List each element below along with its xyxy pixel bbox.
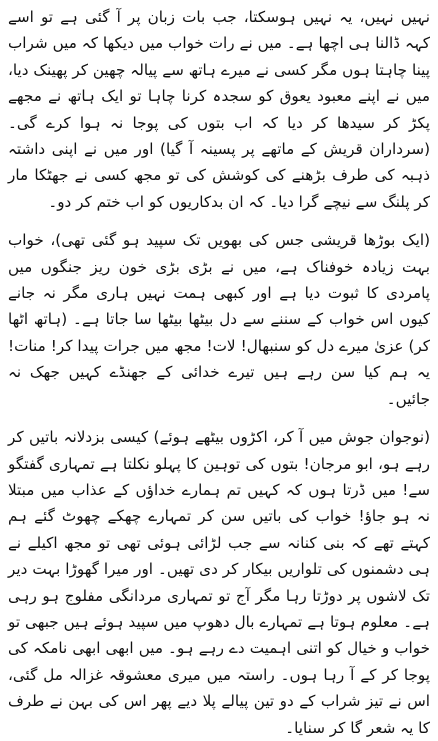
paragraph-dream-narration: نہیں نہیں، یہ نہیں ہوسکتا، جب بات زبان پر آ گئی ہے تو اسے کہہ ڈالنا ہی اچھا ہے۔ میں نے رات خواب میں دیکھا کہ میں شراب پینا چاہتا ہوں مگر کسی نے میرے ہاتھ سے پیالہ چھین کر پھینک دیا، میں نے اپنے معبود یعوق کو سجدہ کرنا چاہا تو ایک ہاتھ نے مجھے پکڑ کر سیدھا کر دیا کہ اب بتوں کی پوجا نہ ہوا کرے گی۔ (سرداران قریش کے ماتھے پر پسینہ آ گیا) اور میں نے اپنی داشتہ ذہبہ کی طرف بڑھنے کی کوشش کی تو مجھ کسی نے جھٹکا مار کر پلنگ سے نیچے گرا دیا۔ کہ ان بدکاریوں کو اب ختم کر دو۔ bbox=[8, 8, 430, 211]
paragraph-old-quraishi-speech: (ایک بوڑھا قریشی جس کی بھویں تک سپید ہو گئی تھی)، خواب بہت زیادہ خوفناک ہے، میں نے بڑی بڑی خون ریز جنگوں میں پامردی کا ثبوت دیا ہے اور کبھی ہمت نہیں ہاری مگر نہ جانے کیوں اس خواب کے سننے سے دل بیٹھا بیٹھا سا جاتا ہے۔ (ہاتھ اٹھا کر) عزیٰ میرے دل کو سنبھال! لات! مجھ میں جرات پیدا کر! منات! یہ ہم کیا سن رہے ہیں تیرے خدائی کے جھنڈے کہیں جھک نہ جائیں۔ bbox=[8, 231, 430, 408]
paragraph-young-man-speech: (نوجوان جوش میں آ کر، اکڑوں بیٹھے ہوئے) کیسی بزدلانہ باتیں کر رہے ہو، ابو مرجان! بتوں کی توہین کا پہلو نکلتا ہے تمہاری گفتگو سے! میں ڈرتا ہوں کہ کہیں تم ہمارے خداؤں کے عذاب میں مبتلا نہ ہو جاؤ! خواب کی باتیں سن کر تمہارے چھکے چھوٹ گئے ہم کہتے تھے کہ بنی کنانہ سے جب لڑائی ہوئی تھی تو مجھ اکیلے نے ہی دشمنوں کی تلواریں بیکار کر دی تھیں۔ اور میرا گھوڑا بہت دیر تک لاشوں پر دوڑتا رہا مگر آج تو تمہاری مردانگی مفلوج ہو رہی ہے۔ معلوم ہوتا ہے تمہارے بال دھوپ میں سپید ہوئے ہیں جبھی تو خواب و خیال کو اتنی اہمیت دے رہے ہو۔ میں ابھی ابھی نامکہ کی پوجا کر کے آ رہا ہوں۔ راستہ میں میری معشوقہ غزالہ مل گئی، اس نے تیز شراب کے دو تین پیالے پلا دیے پھر اس کی بہن نے طرف کا یہ شعر گا کر سنایا۔ bbox=[8, 428, 430, 737]
